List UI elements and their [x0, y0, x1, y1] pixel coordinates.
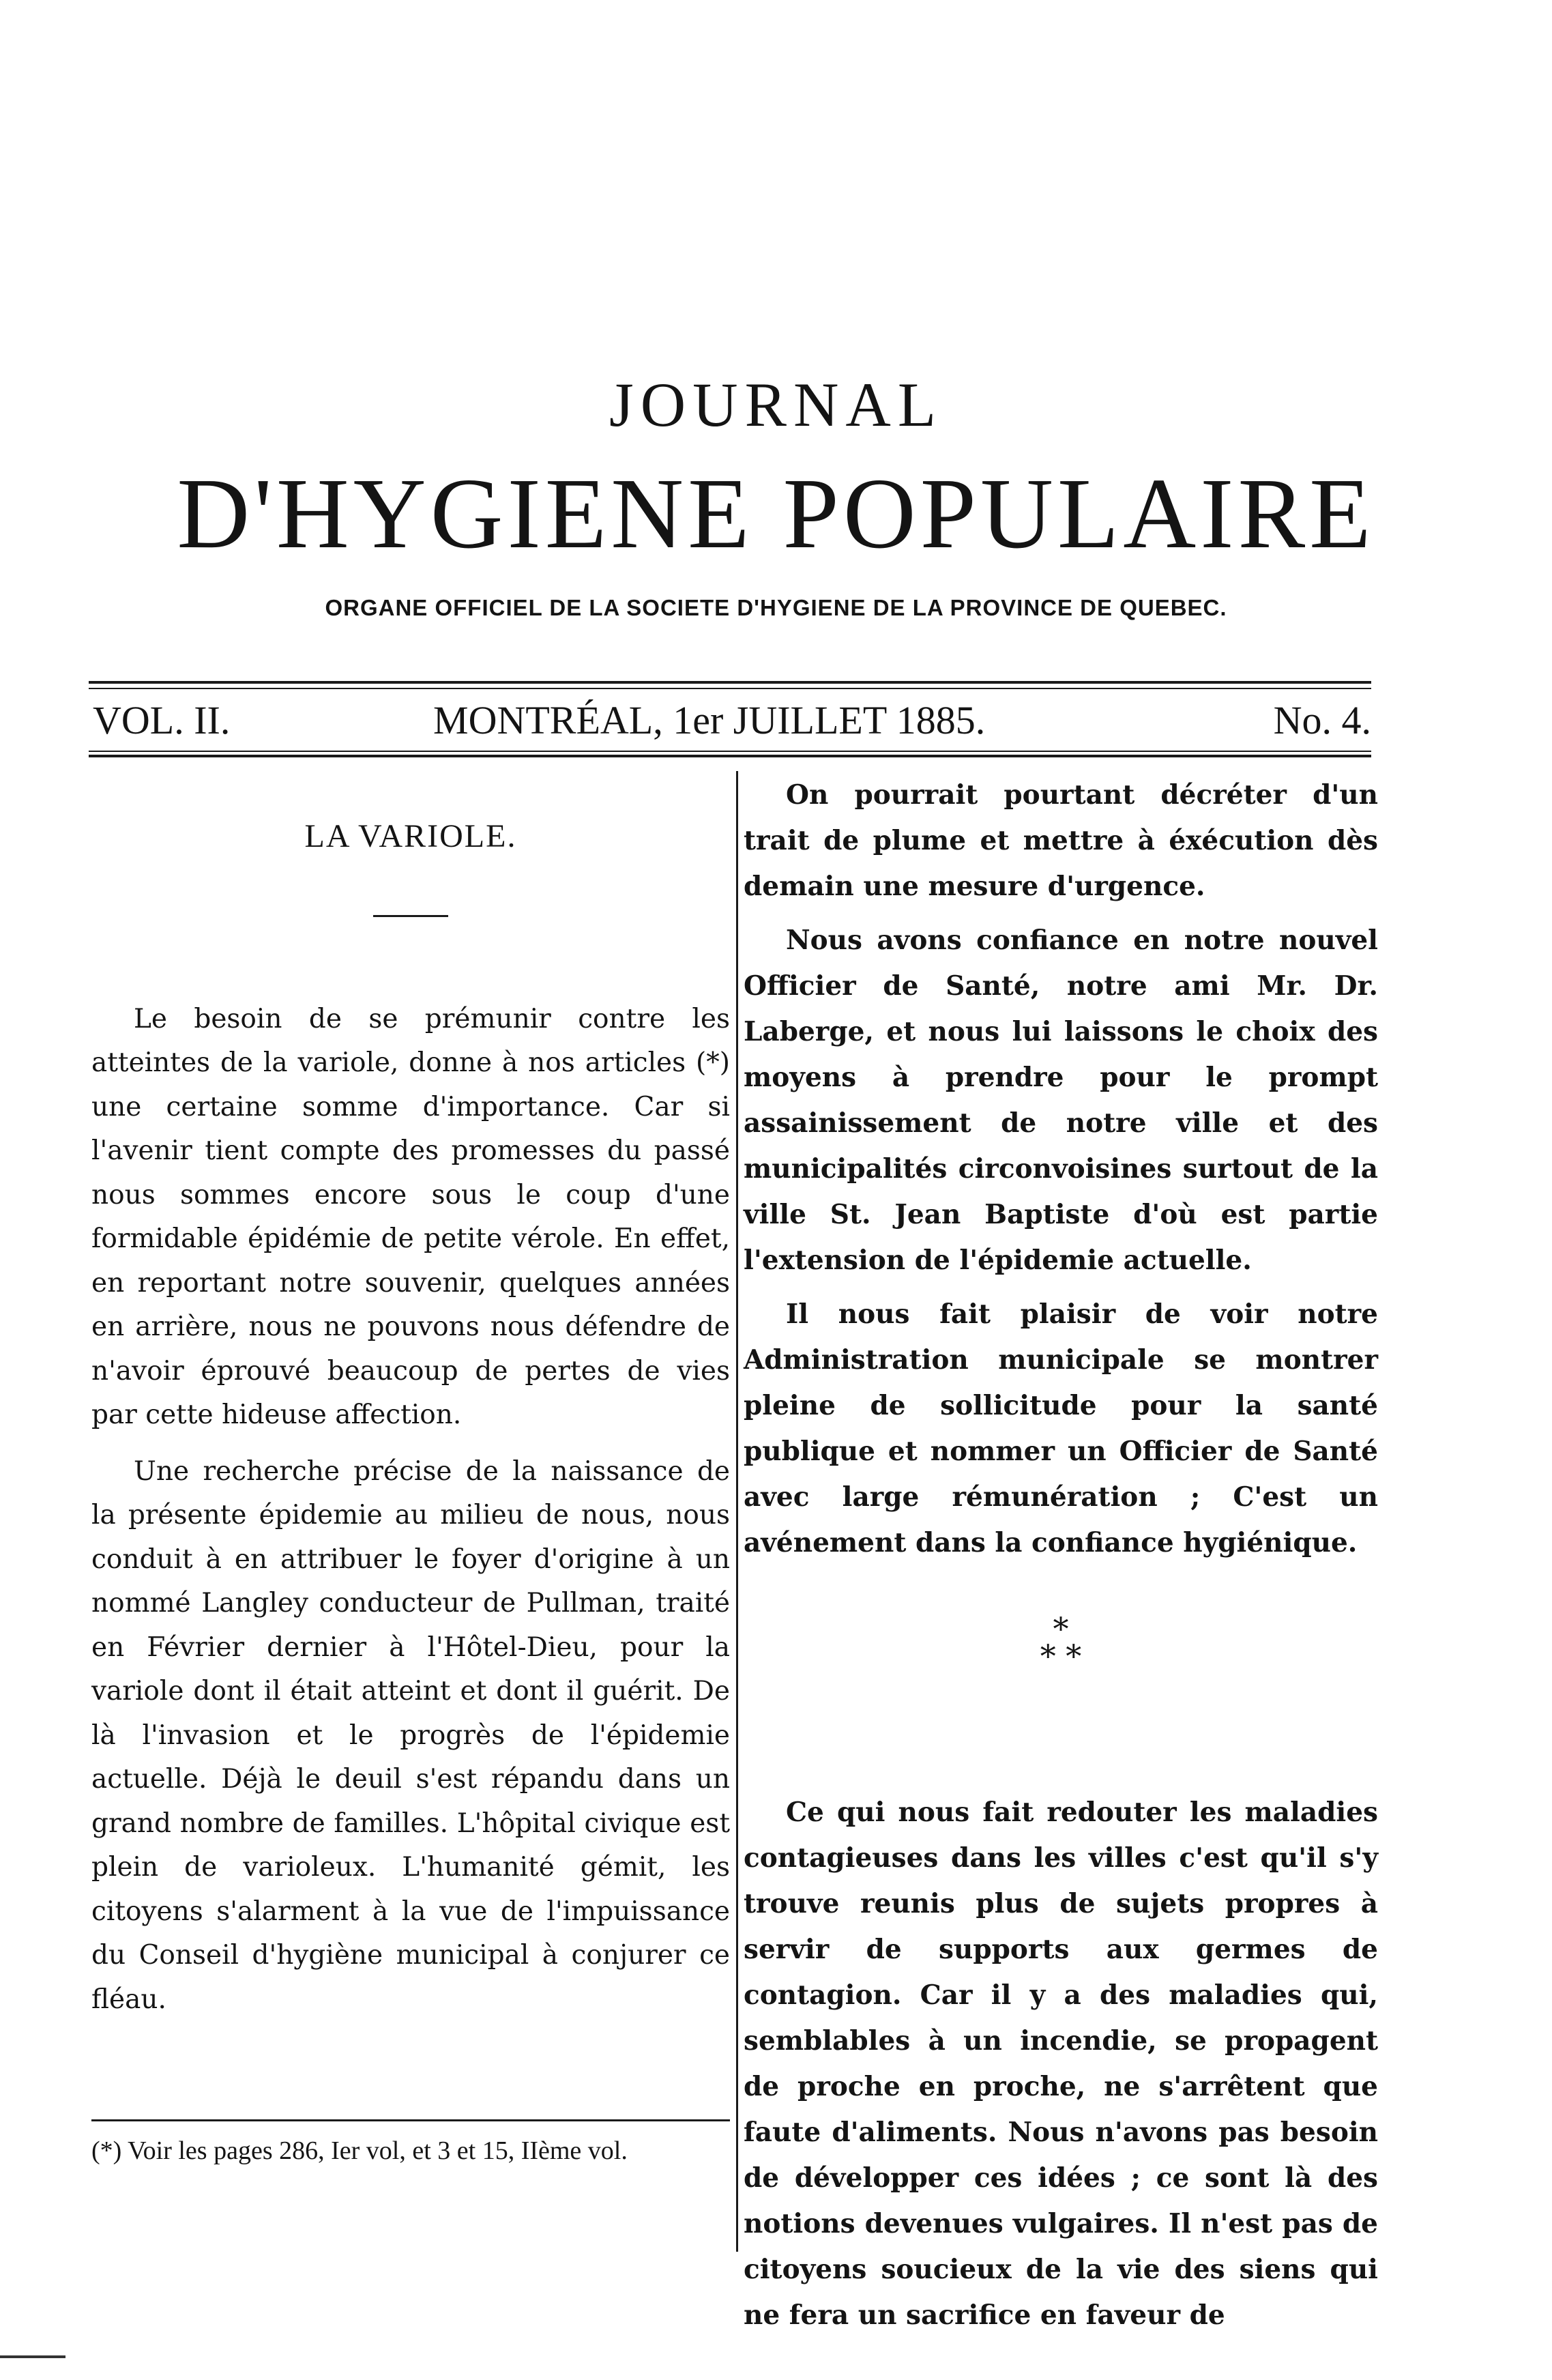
asterism-top: *	[1053, 1610, 1069, 1647]
article-paragraph: Ce qui nous fait redouter les maladies contagieuses dans les villes c'est qu'il s'y trouve reunis plus de sujets propres à servir de supports aux germes de contagion. Car il y a des maladies qui, semblables à un incendie, se propagent de proche en proche, ne s'arrêtent que faute d'aliments. Nous n'avons pas besoin de développer ces idées ; ce sont là des notions devenues vulgaires. Il n'est pas de citoyens soucieux de la vie des siens qui ne fera un sacrifice en faveur de	[744, 1797, 1378, 2331]
right-column	[744, 772, 1378, 2338]
asterism-bottom: * *	[1040, 1638, 1082, 1674]
article-paragraph: Nous avons confiance en notre nouvel Officier de Santé, notre ami Mr. Dr. Laberge, et nous lui laissons le choix des moyens à prendre pour le prompt assainissement de notre ville et des municipalités circonvoisines surtout de la ville St. Jean Baptiste d'où est partie l'extension de l'épidemie actuelle.	[744, 925, 1378, 1276]
article-paragraph: Le besoin de se prémunir contre les atteintes de la variole, donne à nos articles (*) une certaine somme d'importance. Car si l'avenir tient compte des promesses du passé nous sommes encore sous le coup d'une formidable épidémie de petite vérole. En effet, en reportant notre souvenir, quelques années en arrière, nous ne pouvons nous défendre de n'avoir éprouvé beaucoup de pertes de vies par cette hideuse affection.	[91, 1003, 730, 1430]
volume-label: VOL. II.	[93, 698, 231, 742]
issue-line	[89, 697, 1371, 752]
article-paragraph: Une recherche précise de la naissance de la présente épidemie au milieu de nous, nous conduit à en attribuer le foyer d'origine à un nommé Langley conducteur de Pullman, traité en Février dernier à l'Hôtel-Dieu, pour la variole dont il était atteint et dont il guérit. De là l'invasion et le progrès de l'épidemie actuelle. Déjà le deuil s'est répandu dans un grand nombre de familles. L'hôpital civique est plein de varioleux. L'humanité gémit, les citoyens s'alarment à la vue de l'impuissance du Conseil d'hygiène municipal à conjurer ce fléau.	[91, 1455, 730, 2015]
header-rule-top	[89, 681, 1371, 684]
asterism	[744, 1610, 1378, 1674]
publication-title: D'HYGIENE POPULAIRE	[177, 458, 1375, 570]
article-paragraph: On pourrait pourtant décréter d'un trait de plume et mettre à éxécution dès demain une mesure d'urgence.	[744, 779, 1378, 902]
column-divider	[736, 771, 738, 2252]
title-rule	[373, 915, 448, 917]
header-rule-bottom	[89, 751, 1371, 752]
header-rule-bottom-thick	[89, 755, 1371, 757]
article-title: LA VARIOLE.	[304, 818, 517, 854]
issue-number: No. 4.	[1273, 698, 1371, 742]
footnote-rule	[91, 2119, 730, 2121]
article-paragraph: Il nous fait plaisir de voir notre Administration municipale se montrer pleine de sollicitude pour la santé publique et nommer un Officier de Santé avec large rémunération ; C'est un avénement dans la confiance hygiénique.	[744, 1298, 1378, 1558]
page-edge-mark	[0, 2355, 65, 2358]
place-date: MONTRÉAL, 1er JUILLET 1885.	[433, 698, 986, 742]
publication-subtitle: ORGANE OFFICIEL DE LA SOCIETE D'HYGIENE DE LA PROVINCE DE QUEBEC.	[325, 595, 1227, 620]
header-rule-top-thin	[89, 688, 1371, 689]
footnote: (*) Voir les pages 286, Ier vol, et 3 et 15, IIème vol.	[91, 2136, 628, 2165]
left-column	[91, 772, 730, 2022]
journal-heading: JOURNAL	[609, 370, 943, 439]
